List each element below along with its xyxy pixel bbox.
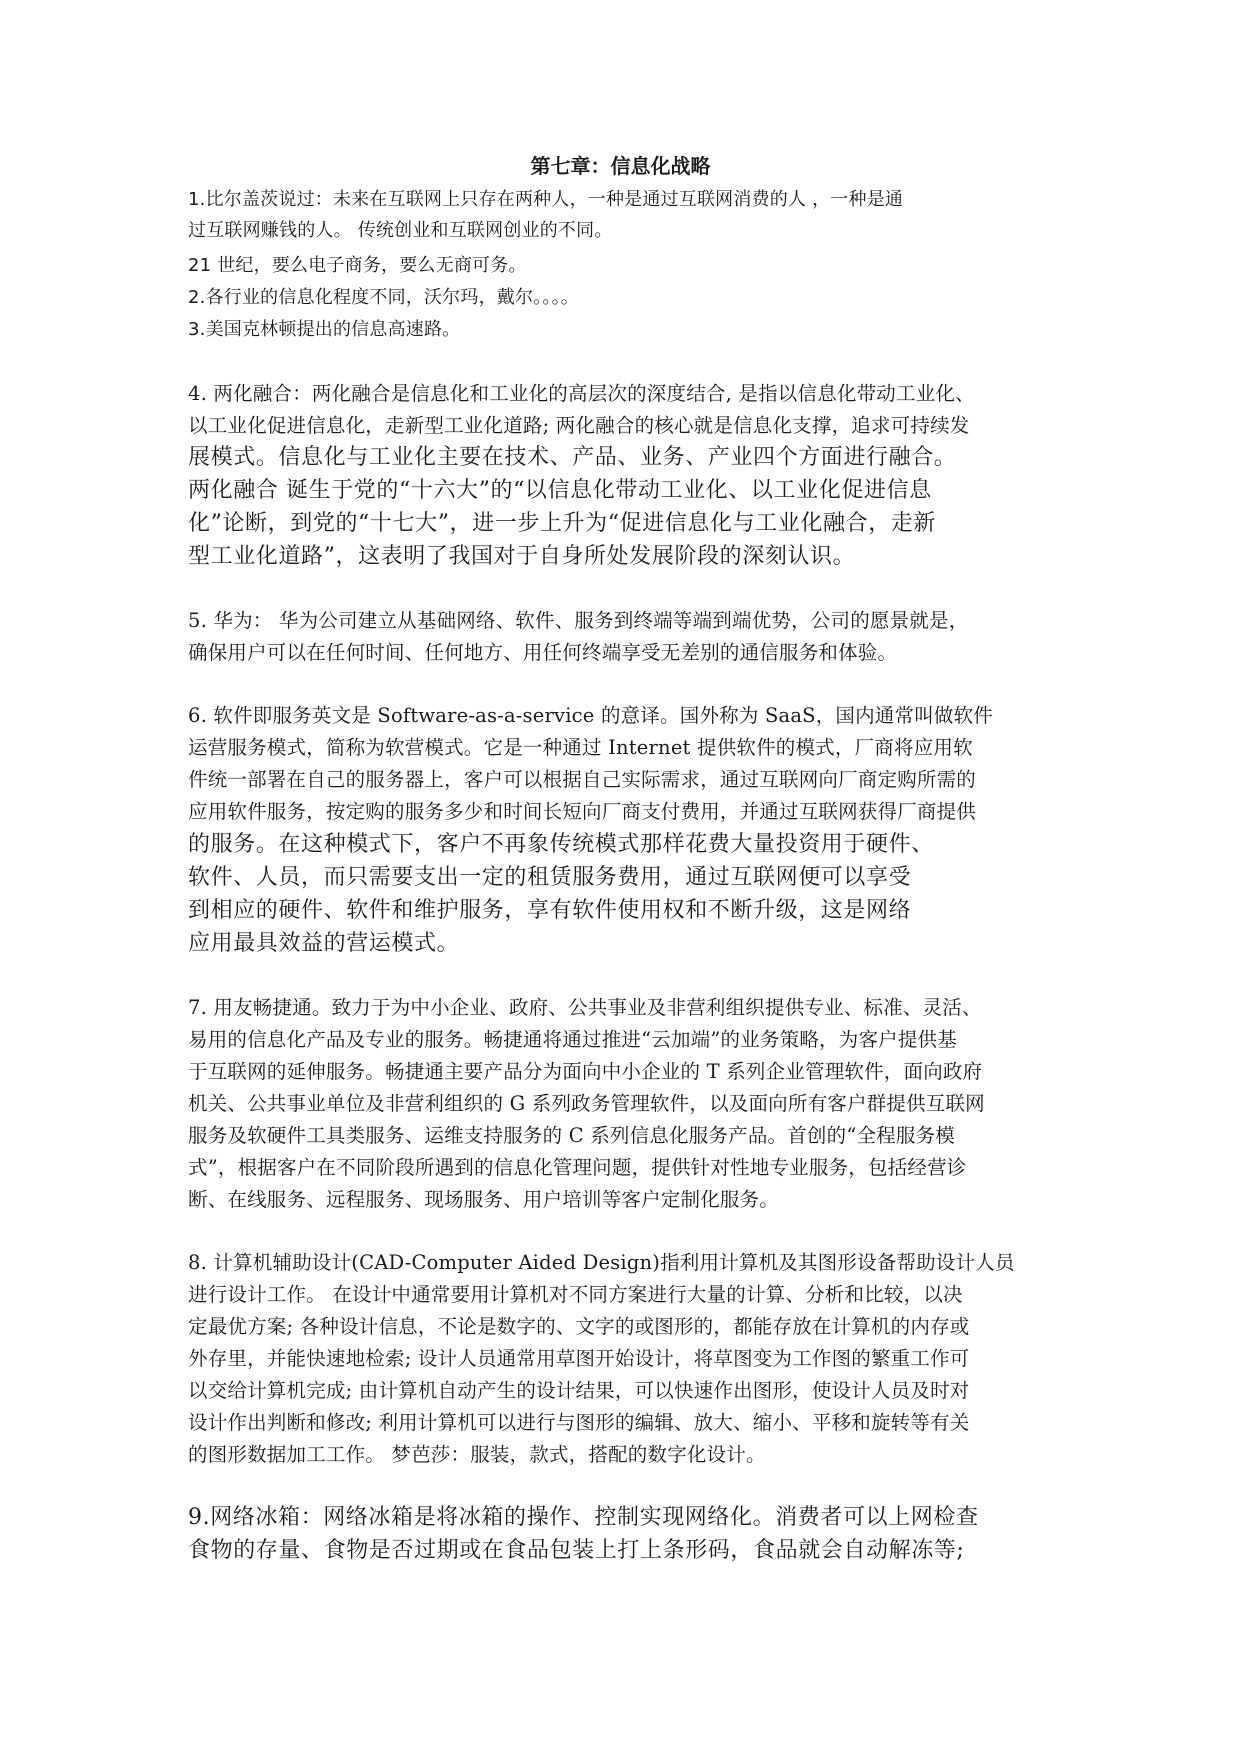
text-line: 8. 计算机辅助设计(CAD-Computer Aided Design)指利用计算机及其图形设备帮助设计人员 bbox=[188, 1251, 1015, 1274]
text-line: 6. 软件即服务英文是 Software-as-a-service 的意译。国外称为 SaaS，国内通常叫做软件 bbox=[188, 704, 994, 727]
text-line: 以交给计算机完成; 由计算机自动产生的设计结果，可以快速作出图形，使设计人员及时对 bbox=[188, 1379, 970, 1402]
text-line: 食物的存量、食物是否过期或在食品包装上打上条形码，食品就会自动解冻等; bbox=[188, 1538, 965, 1563]
text-line: 件统一部署在自己的服务器上，客户可以根据自己实际需求，通过互联网向厂商定购所需的 bbox=[188, 768, 977, 791]
text-line: 1.比尔盖茨说过：未来在互联网上只存在两种人，一种是通过互联网消费的人 ，一种是通 bbox=[188, 189, 904, 210]
text-line: 机关、公共事业单位及非营利组织的 G 系列政务管理软件，以及面向所有客户群提供互联网 bbox=[188, 1092, 985, 1115]
text-line: 5. 华为： 华为公司建立从基础网络、软件、服务到终端等端到端优势，公司的愿景就是， bbox=[188, 609, 969, 632]
text-line: 应用最具效益的营运模式。 bbox=[188, 931, 460, 956]
text-line: 4. 两化融合：两化融合是信息化和工业化的高层次的深度结合, 是指以信息化带动工业化、 bbox=[188, 382, 975, 405]
text-line: 过互联网赚钱的人。 传统创业和互联网创业的不同。 bbox=[188, 220, 613, 241]
text-line: 运营服务模式，简称为软营模式。它是一种通过 Internet 提供软件的模式，厂商将应用软 bbox=[188, 736, 973, 759]
text-line: 3.美国克林顿提出的信息高速路。 bbox=[188, 319, 461, 340]
text-line: 进行设计工作。 在设计中通常要用计算机对不同方案进行大量的计算、分析和比较，以决 bbox=[188, 1283, 963, 1306]
text-line: 2.各行业的信息化程度不同，沃尔玛，戴尔。。。。 bbox=[188, 287, 579, 308]
text-line: 展模式。信息化与工业化主要在技术、产品、业务、产业四个方面进行融合。 bbox=[188, 445, 957, 470]
text-line: 于互联网的延伸服务。畅捷通主要产品分为面向中小企业的 T 系列企业管理软件，面向政府 bbox=[188, 1060, 983, 1083]
text-line: 设计作出判断和修改; 利用计算机可以进行与图形的编辑、放大、缩小、平移和旋转等有关 bbox=[188, 1411, 970, 1434]
text-line: 断、在线服务、远程服务、现场服务、用户培训等客户定制化服务。 bbox=[188, 1188, 780, 1211]
text-line: 式”，根据客户在不同阶段所遇到的信息化管理问题，提供针对性地专业服务，包括经营诊 bbox=[188, 1156, 967, 1179]
text-line: 应用软件服务，按定购的服务多少和时间长短向厂商支付费用，并通过互联网获得厂商提供 bbox=[188, 800, 977, 823]
text-line: 到相应的硬件、软件和维护服务，享有软件使用权和不断升级，这是网络 bbox=[188, 898, 912, 923]
text-line: 化”论断，到党的“十七大”，进一步上升为“促进信息化与工业化融合，走新 bbox=[188, 511, 936, 536]
text-line: 21 世纪，要么电子商务，要么无商可务。 bbox=[188, 255, 527, 276]
text-line: 确保用户可以在任何时间、任何地方、用任何终端享受无差别的通信服务和体验。 bbox=[188, 641, 898, 664]
text-line: 易用的信息化产品及专业的服务。畅捷通将通过推进“云加端”的业务策略，为客户提供基 bbox=[188, 1028, 957, 1051]
text-line: 软件、人员，而只需要支出一定的租赁服务费用，通过互联网便可以享受 bbox=[188, 865, 912, 890]
text-line: 7. 用友畅捷通。致力于为中小企业、政府、公共事业及非营利组织提供专业、标准、灵活、 bbox=[188, 996, 982, 1019]
text-line: 外存里，并能快速地检索; 设计人员通常用草图开始设计，将草图变为工作图的繁重工作可 bbox=[188, 1347, 970, 1370]
text-line: 9.网络冰箱：网络冰箱是将冰箱的操作、控制实现网络化。消费者可以上网检查 bbox=[188, 1505, 979, 1530]
text-line: 的服务。在这种模式下，客户不再象传统模式那样花费大量投资用于硬件、 bbox=[188, 832, 934, 857]
text-line: 型工业化道路”，这表明了我国对于自身所处发展阶段的深刻认识。 bbox=[188, 544, 856, 569]
text-line: 定最优方案; 各种设计信息，不论是数字的、文字的或图形的，都能存放在计算机的内存或 bbox=[188, 1315, 970, 1338]
text-line: 两化融合 诞生于党的“十六大”的“以信息化带动工业化、以工业化促进信息 bbox=[188, 478, 932, 503]
text-line: 的图形数据加工工作。 梦芭莎：服装，款式，搭配的数字化设计。 bbox=[188, 1443, 766, 1466]
text-line: 服务及软硬件工具类服务、运维支持服务的 C 系列信息化服务产品。首创的“全程服务模 bbox=[188, 1124, 955, 1147]
text-line: 以工业化促进信息化，走新型工业化道路; 两化融合的核心就是信息化支撑，追求可持续发 bbox=[188, 414, 970, 437]
page-title: 第七章：信息化战略 bbox=[530, 154, 711, 178]
